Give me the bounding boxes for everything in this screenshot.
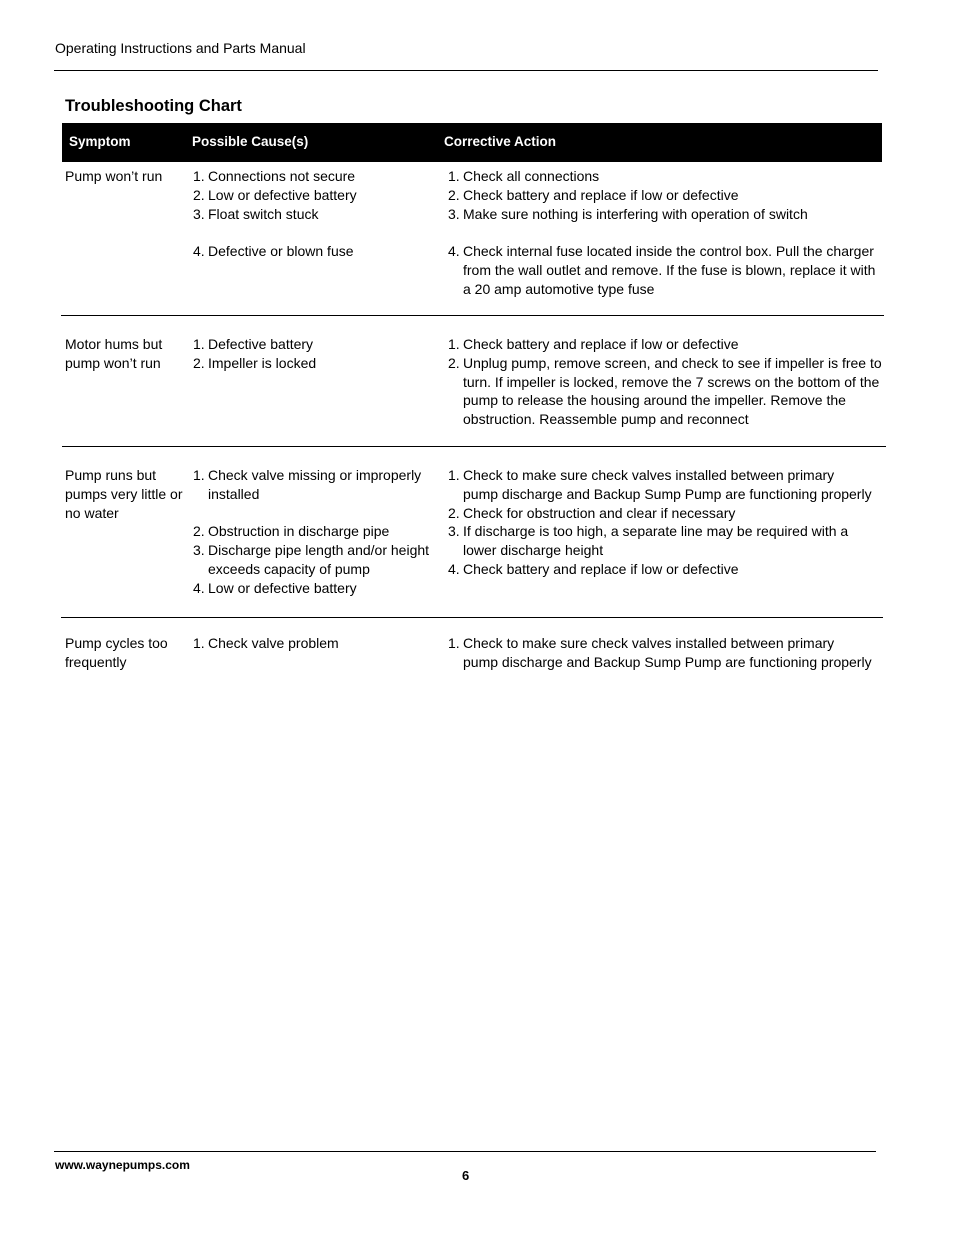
symptom-cell: Pump runs but pumps very little or no water: [65, 467, 183, 521]
column-header-symptom: Symptom: [69, 134, 131, 149]
manual-title: Operating Instructions and Parts Manual: [55, 40, 306, 56]
list-item: 2. Check battery and replace if low or defective: [448, 186, 739, 203]
list-item: 2. Unplug pump, remove screen, and check to see if impeller is free to turn. If impeller is locked, remove the 7 screws on the bottom of the pump to release the housing around the impeller. Remove the obstruction. Reassemble pump and reconnect: [448, 354, 882, 428]
page-number: 6: [462, 1168, 470, 1183]
list-item: 1. Connections not secure: [193, 168, 356, 184]
list-item: 2. Low or defective battery: [193, 186, 357, 203]
action-cell: [448, 167, 878, 299]
list-item: 4. Low or defective battery: [193, 579, 357, 596]
row-divider: [61, 617, 883, 618]
action-cell: [448, 466, 873, 579]
list-item: 1. Check valve missing or improperly installed: [193, 467, 422, 502]
list-item: 1. Check battery and replace if low or defective: [448, 336, 739, 352]
list-item: 3. If discharge is too high, a separate line may be required with a lower discharge height: [448, 523, 849, 559]
list-item: 1. Defective battery: [193, 336, 314, 352]
action-cell: [448, 335, 888, 429]
list-item: 1. Check valve problem: [193, 635, 339, 651]
list-item: 1. Check all connections: [448, 168, 600, 184]
list-item: 4. Check battery and replace if low or defective: [448, 560, 739, 577]
list-item: 1. Check to make sure check valves installed between primary pump discharge and Backup Sump Pump are functioning properly: [448, 467, 872, 502]
row-divider: [62, 446, 886, 447]
list-item: 4. Defective or blown fuse: [193, 243, 354, 260]
list-item: 3. Discharge pipe length and/or height exceeds capacity of pump: [193, 542, 430, 577]
cause-cell: [193, 167, 438, 261]
cause-cell: [193, 335, 438, 373]
header-divider: [54, 70, 878, 71]
symptom-cell: Pump cycles too frequently: [65, 635, 168, 670]
list-item: 1. Check to make sure check valves installed between primary pump discharge and Backup Sump Pump are functioning properly: [448, 635, 872, 670]
list-item: 2. Check for obstruction and clear if necessary: [448, 504, 736, 521]
cause-cell: [193, 634, 438, 653]
symptom-cell: Pump won’t run: [65, 168, 163, 184]
list-item: 3. Float switch stuck: [193, 205, 319, 222]
row-divider: [61, 315, 884, 316]
column-header-cause: Possible Cause(s): [192, 134, 309, 149]
symptom-cell: Motor hums but pump won’t run: [65, 336, 163, 371]
section-title: Troubleshooting Chart: [65, 97, 242, 115]
action-cell: [448, 634, 873, 672]
column-header-action: Corrective Action: [444, 134, 557, 149]
website-link[interactable]: www.waynepumps.com: [55, 1158, 190, 1172]
footer-divider: [54, 1151, 876, 1152]
cause-cell: [193, 466, 438, 598]
list-item: 4. Check internal fuse located inside the control box. Pull the charger from the wall outlet and remove. If the fuse is blown, replace it with a 20 amp automotive type fuse: [448, 243, 876, 297]
list-item: 3. Make sure nothing is interfering with operation of switch: [448, 205, 808, 222]
table-header-row: [62, 123, 882, 162]
list-item: 2. Impeller is locked: [193, 354, 317, 371]
list-item: 2. Obstruction in discharge pipe: [193, 523, 390, 540]
